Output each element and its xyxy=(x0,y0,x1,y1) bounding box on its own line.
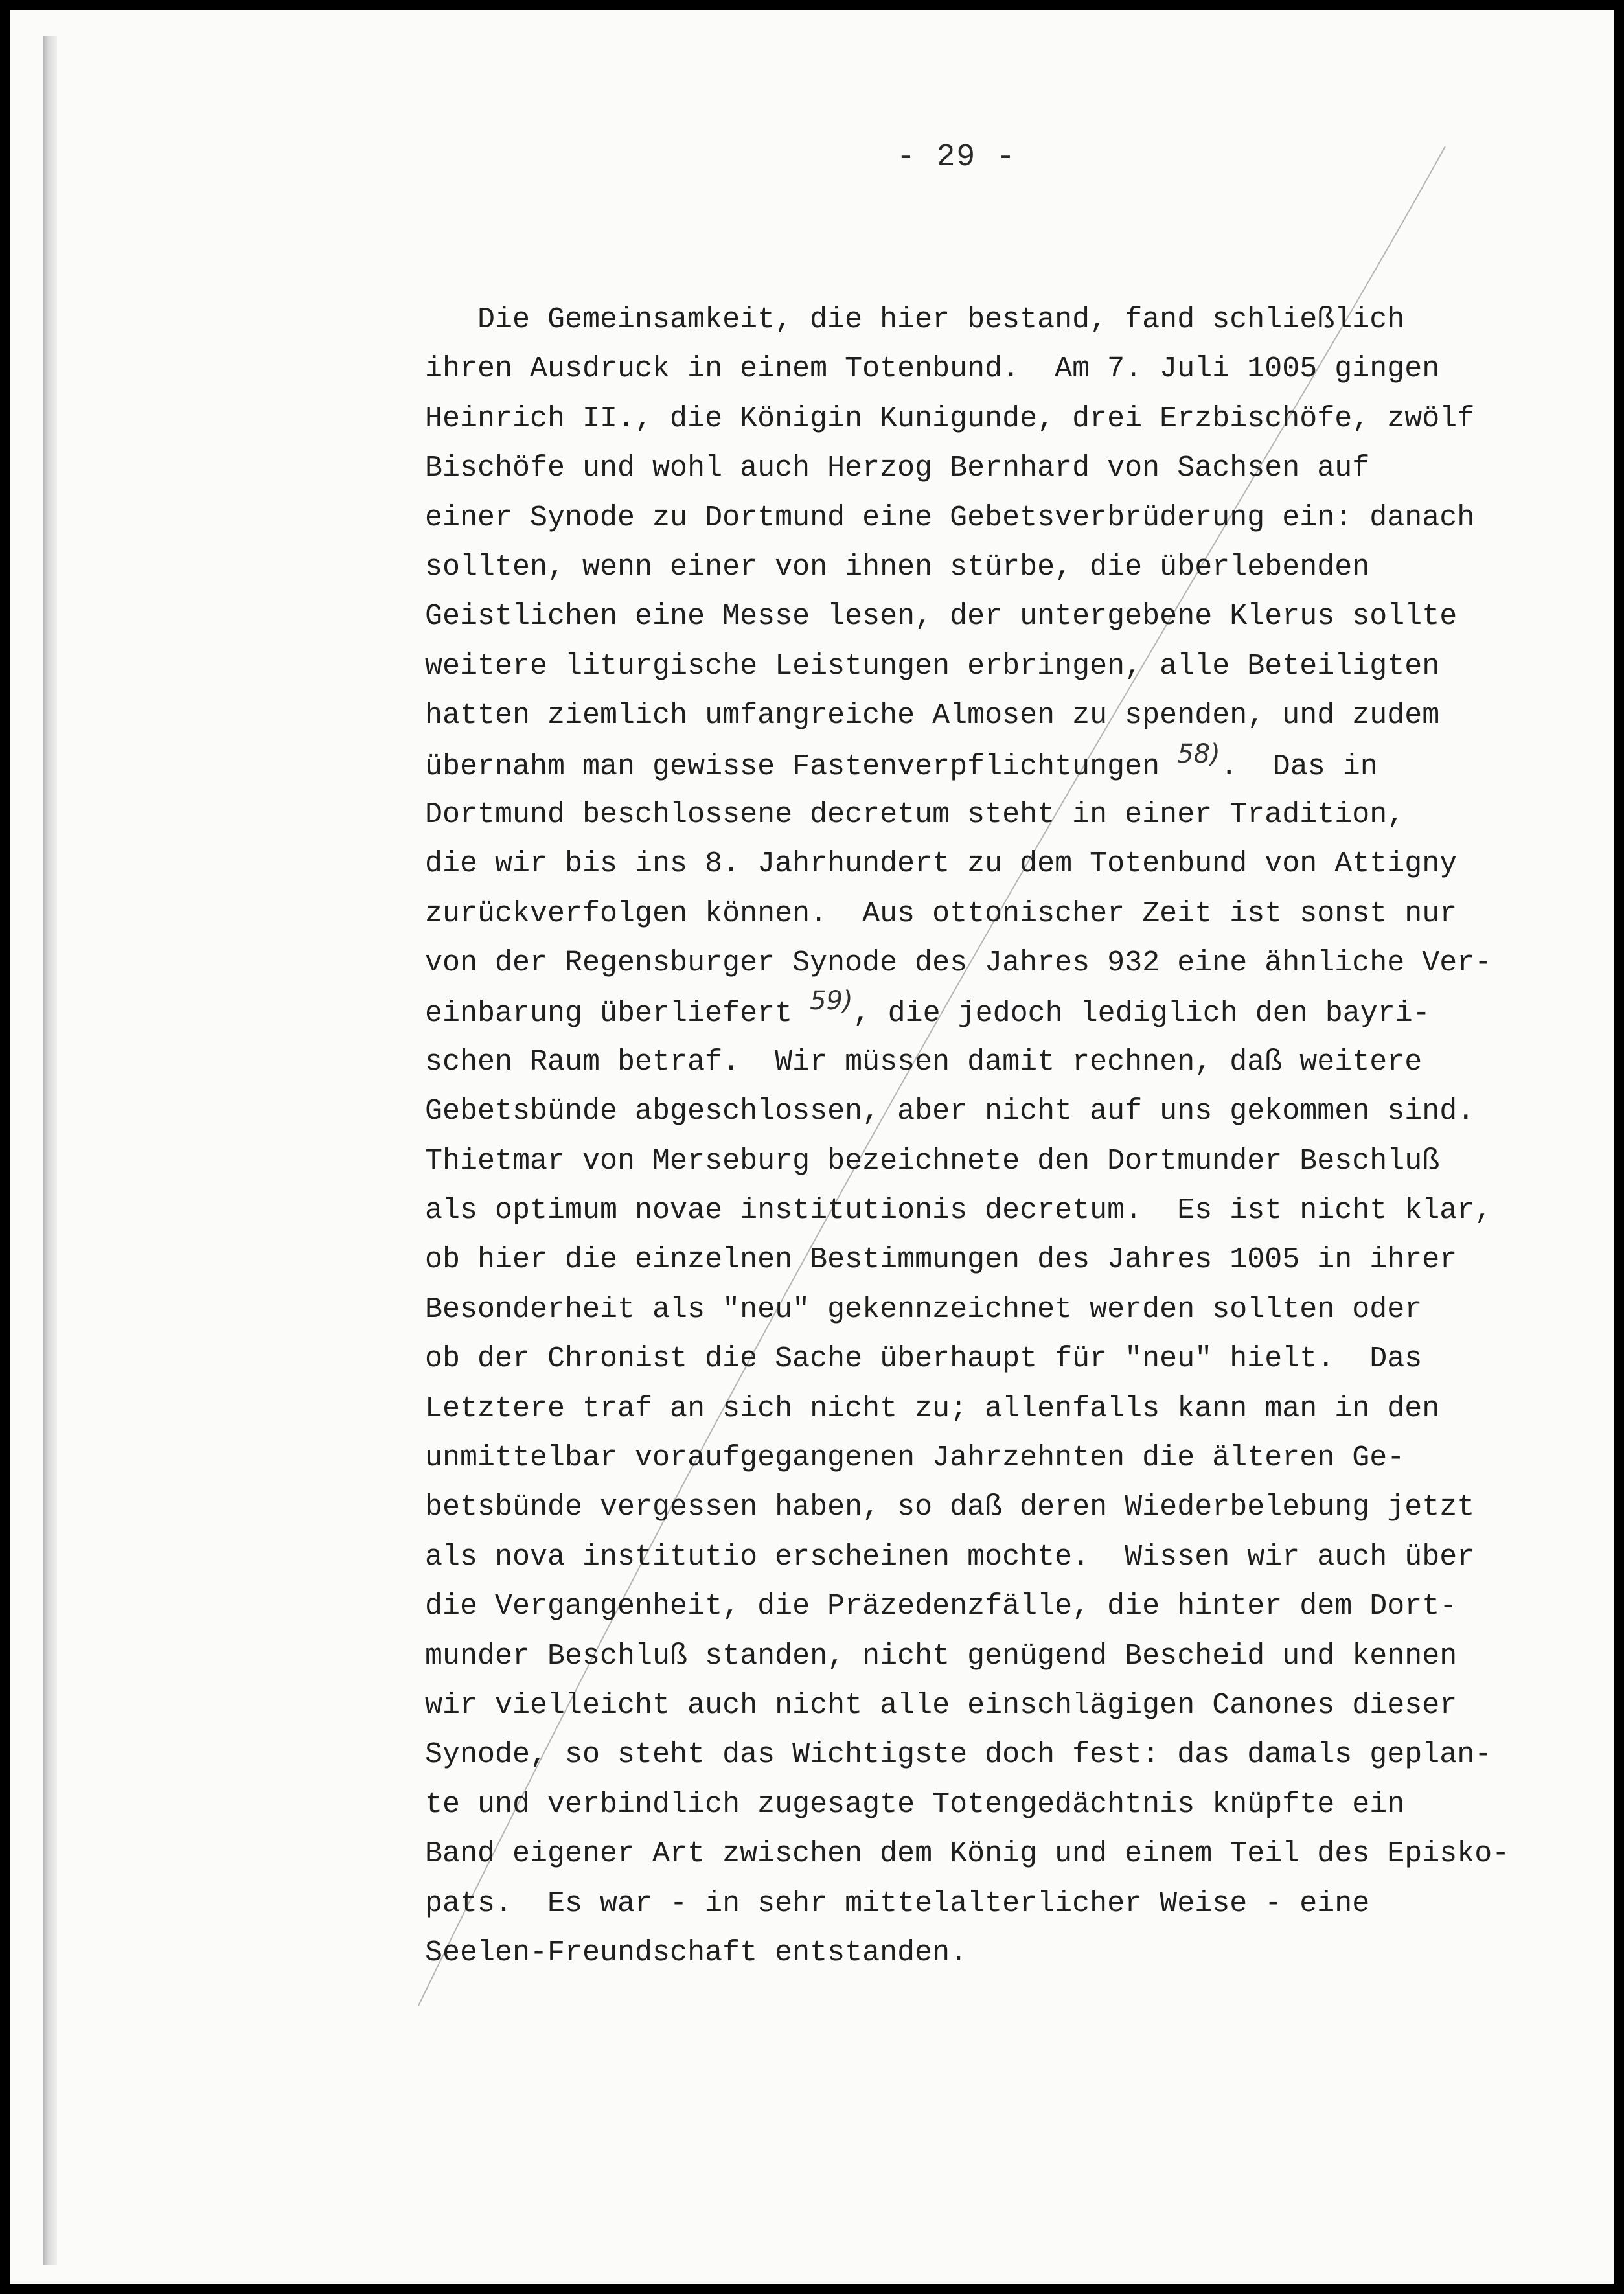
line-text: zurückverfolgen können. Aus ottonischer Zeit ist sonst nur xyxy=(425,897,1458,930)
text-line xyxy=(425,1186,1610,1235)
line-text: übernahm man gewisse Fastenverpflichtungen xyxy=(425,750,1178,783)
line-text: von der Regensburger Synode des Jahres 932 eine ähnliche Ver- xyxy=(425,946,1492,980)
line-text: Seelen-Freundschaft entstanden. xyxy=(425,1936,968,1969)
line-text: Synode, so steht das Wichtigste doch fest: das damals geplan- xyxy=(425,1738,1492,1772)
line-text: Band eigener Art zwischen dem König und einem Teil des Episko- xyxy=(425,1837,1510,1871)
text-line xyxy=(425,444,1610,493)
line-text-continuation: , die jedoch lediglich den bayri- xyxy=(852,997,1430,1031)
text-line xyxy=(425,1582,1610,1631)
text-line xyxy=(425,840,1610,889)
line-text: Geistlichen eine Messe lesen, der untergebene Klerus sollte xyxy=(425,600,1458,634)
text-line xyxy=(425,1533,1610,1582)
text-line xyxy=(425,1929,1610,1978)
line-text: hatten ziemlich umfangreiche Almosen zu spenden, und zudem xyxy=(425,699,1440,733)
text-line xyxy=(425,1780,1610,1829)
text-line xyxy=(425,1434,1610,1483)
line-text: unmittelbar voraufgegangenen Jahrzehnten die älteren Ge- xyxy=(425,1441,1405,1474)
line-text: wir vielleicht auch nicht alle einschlägigen Canones dieser xyxy=(425,1688,1458,1722)
footnote-marker: 58) xyxy=(1177,739,1220,769)
line-text: ob der Chronist die Sache überhaupt für "neu" hielt. Das xyxy=(425,1342,1423,1376)
text-line xyxy=(425,1235,1610,1285)
text-line xyxy=(425,642,1610,691)
line-text: sollten, wenn einer von ihnen stürbe, die überlebenden xyxy=(425,550,1370,584)
text-line xyxy=(425,1384,1610,1434)
line-text: Die Gemeinsamkeit, die hier bestand, fand schließlich xyxy=(425,303,1405,336)
line-text: die Vergangenheit, die Präzedenzfälle, die hinter dem Dort- xyxy=(425,1590,1458,1623)
line-text: als optimum novae institutionis decretum. Es ist nicht klar, xyxy=(425,1194,1492,1228)
text-line xyxy=(425,1335,1610,1384)
text-line xyxy=(425,1879,1610,1929)
body-paragraph xyxy=(425,295,1610,1978)
text-line xyxy=(425,939,1610,988)
text-line xyxy=(425,741,1610,790)
line-text: te und verbindlich zugesagte Totengedächtnis knüpfte ein xyxy=(425,1787,1405,1821)
text-line xyxy=(425,1632,1610,1681)
text-line xyxy=(425,543,1610,592)
text-line xyxy=(425,1038,1610,1087)
text-line xyxy=(425,1829,1610,1879)
line-text: pats. Es war - in sehr mittelalterlicher Weise - eine xyxy=(425,1887,1370,1920)
line-text: einer Synode zu Dortmund eine Gebetsverbrüderung ein: danach xyxy=(425,501,1475,534)
line-text: Letztere traf an sich nicht zu; allenfalls kann man in den xyxy=(425,1392,1440,1425)
line-text-continuation: . Das in xyxy=(1220,750,1378,783)
line-text: schen Raum betraf. Wir müssen damit rechnen, daß weitere xyxy=(425,1045,1423,1079)
text-line xyxy=(425,1137,1610,1186)
line-text: Gebetsbünde abgeschlossen, aber nicht auf uns gekommen sind. xyxy=(425,1095,1475,1129)
line-text: Thietmar von Merseburg bezeichnete den Dortmunder Beschluß xyxy=(425,1144,1440,1178)
line-text: weitere liturgische Leistungen erbringen, alle Beteiligten xyxy=(425,649,1440,683)
footnote-marker: 59) xyxy=(810,986,853,1016)
text-line xyxy=(425,889,1610,939)
page-number: - 29 - xyxy=(897,140,1016,175)
text-line xyxy=(425,295,1610,345)
line-text: Bischöfe und wohl auch Herzog Bernhard von Sachsen auf xyxy=(425,452,1370,485)
line-text: als nova institutio erscheinen mochte. Wissen wir auch über xyxy=(425,1540,1475,1574)
text-line xyxy=(425,790,1610,840)
line-text: einbarung überliefert xyxy=(425,997,810,1031)
text-line xyxy=(425,691,1610,740)
text-line xyxy=(425,345,1610,394)
text-line xyxy=(425,1087,1610,1136)
text-line xyxy=(425,1483,1610,1532)
text-line xyxy=(425,1681,1610,1730)
document-page xyxy=(10,10,1614,2284)
line-text: ihren Ausdruck in einem Totenbund. Am 7. Juli 1005 gingen xyxy=(425,352,1440,386)
text-line xyxy=(425,988,1610,1037)
text-line xyxy=(425,1730,1610,1780)
line-text: betsbünde vergessen haben, so daß deren Wiederbelebung jetzt xyxy=(425,1491,1475,1524)
line-text: Heinrich II., die Königin Kunigunde, drei Erzbischöfe, zwölf xyxy=(425,402,1475,435)
line-text: munder Beschluß standen, nicht genügend Bescheid und kennen xyxy=(425,1639,1458,1673)
text-line xyxy=(425,494,1610,543)
line-text: Besonderheit als "neu" gekennzeichnet werden sollten oder xyxy=(425,1292,1423,1326)
line-text: Dortmund beschlossene decretum steht in einer Tradition, xyxy=(425,797,1405,831)
line-text: ob hier die einzelnen Bestimmungen des Jahres 1005 in ihrer xyxy=(425,1243,1458,1277)
text-line xyxy=(425,1285,1610,1335)
line-text: die wir bis ins 8. Jahrhundert zu dem Totenbund von Attigny xyxy=(425,847,1458,881)
text-line xyxy=(425,592,1610,641)
text-line xyxy=(425,395,1610,444)
